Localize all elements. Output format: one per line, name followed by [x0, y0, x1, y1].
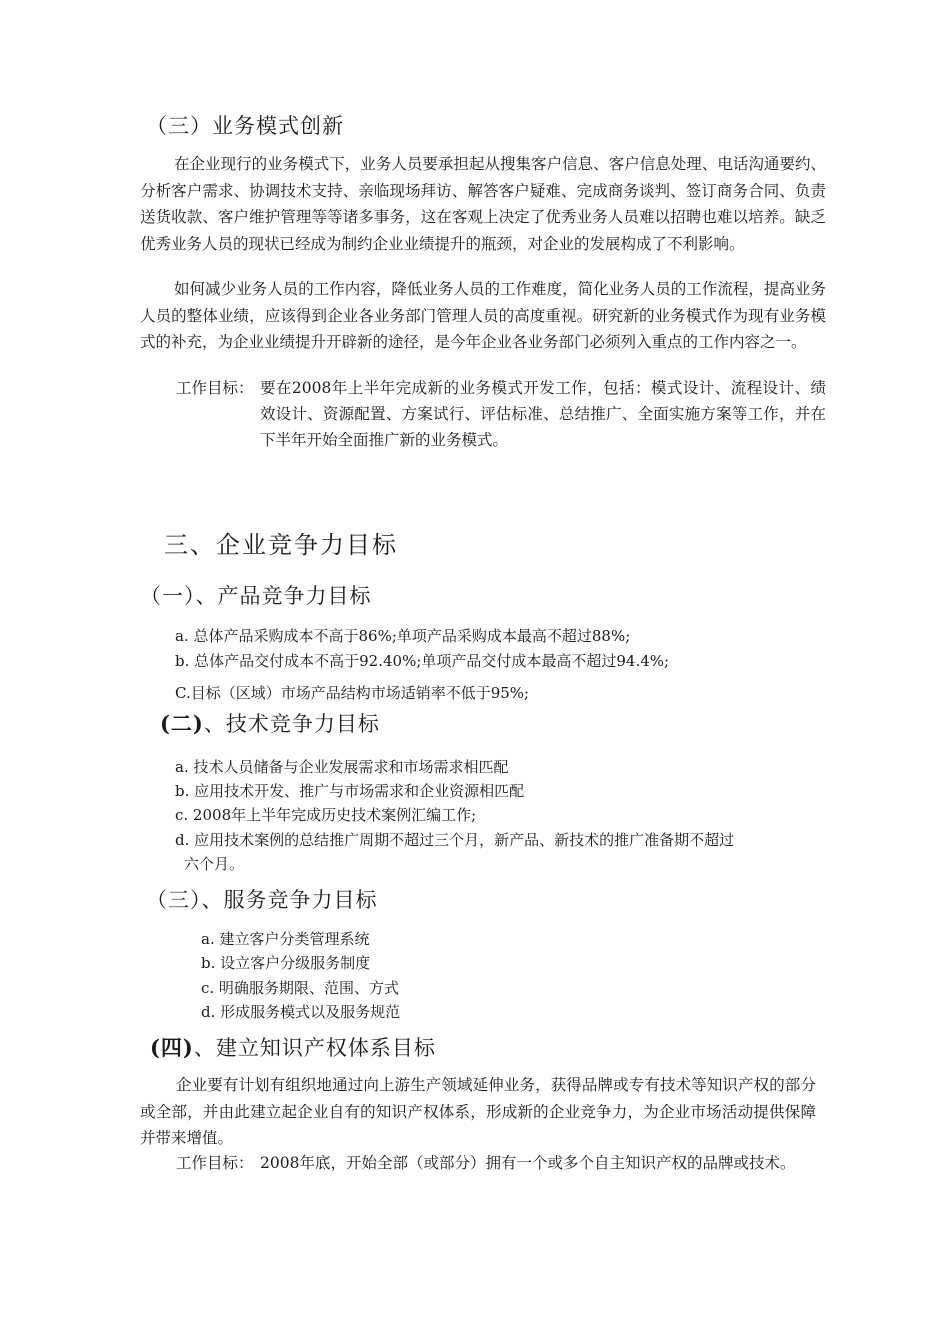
work-goal-label: 工作目标：	[176, 1154, 254, 1172]
list-item: a. 建立客户分类管理系统	[201, 930, 370, 948]
subsection-heading-service: （三）、服务竞争力目标	[146, 888, 378, 912]
subsection-heading-product: （一）、产品竞争力目标	[140, 584, 372, 608]
subsection-heading-tech	[160, 709, 380, 739]
subsection-heading-ip	[150, 1033, 436, 1063]
paragraph-business-model-1: 在企业现行的业务模式下，业务人员要承担起从搜集客户信息、客户信息处理、电话沟通要约、分析客户需求、协调技术支持、亲临现场拜访、解答客户疑难、完成商务谈判、签订商务合同、负责送货收款、客户维护管理等等诸多事务，这在客观上决定了优秀业务人员难以招聘也难以培养。缺乏优秀业务人员的现状已经成为制约企业业绩提升的瓶颈，对企业的发展构成了不利影响。	[140, 155, 826, 253]
list-item: c. 明确服务期限、范围、方式	[201, 979, 399, 997]
work-goal-business-model	[176, 375, 826, 455]
list-item: d. 应用技术案例的总结推广周期不超过三个月，新产品、新技术的推广准备期不超过	[175, 831, 735, 849]
paragraph-business-model-2: 如何减少业务人员的工作内容，降低业务人员的工作难度，简化业务人员的工作流程，提高业务人员的整体业绩，应该得到企业各业务部门管理人员的高度重视。研究新的业务模式作为现有业务模式的补充，为企业业绩提升开辟新的途径，是今年企业各业务部门必须列入重点的工作内容之一。	[140, 280, 826, 351]
work-goal-label: 工作目标：	[176, 379, 254, 397]
paragraph-ip: 企业要有计划有组织地通过向上游生产领域延伸业务，获得品牌或专有技术等知识产权的部分或全部，并由此建立起企业自有的知识产权体系，形成新的企业竞争力，为企业市场活动提供保障并带来增值。	[140, 1076, 816, 1147]
subsection-title: 、建立知识产权体系目标	[193, 1036, 436, 1060]
subsection-number: (四)	[150, 1035, 194, 1060]
list-item: c. 2008年上半年完成历史技术案例汇编工作;	[175, 806, 477, 824]
list-item: C.目标（区域）市场产品结构市场适销率不低于95%;	[175, 684, 530, 702]
list-item: b. 应用技术开发、推广与市场需求和企业资源相匹配	[175, 782, 525, 800]
list-item-continuation: 六个月。	[184, 855, 245, 873]
list-item: b. 总体产品交付成本不高于92.40%;单项产品交付成本最高不超过94.4%;	[175, 652, 670, 670]
section-heading-competitiveness: 三、企业竞争力目标	[164, 531, 398, 559]
list-item: b. 设立客户分级服务制度	[201, 954, 371, 972]
subsection-title: 、技术竞争力目标	[203, 712, 380, 736]
work-goal-ip	[176, 1150, 816, 1202]
list-item: a. 总体产品采购成本不高于86%;单项产品采购成本最高不超过88%;	[175, 627, 631, 645]
work-goal-text: 要在2008年上半年完成新的业务模式开发工作，包括：模式设计、流程设计、绩效设计、资源配置、方案试行、评估标准、总结推广、全面实施方案等工作，并在下半年开始全面推广新的业务模式。	[260, 379, 826, 449]
list-item: d. 形成服务模式以及服务规范	[201, 1003, 401, 1021]
section-heading-business-model: （三）业务模式创新	[146, 114, 344, 138]
work-goal-text: 2008年底，开始全部（或部分）拥有一个或多个自主知识产权的品牌或技术。	[260, 1154, 796, 1172]
subsection-number: (二)	[160, 711, 204, 736]
list-item: a. 技术人员储备与企业发展需求和市场需求相匹配	[175, 758, 509, 776]
